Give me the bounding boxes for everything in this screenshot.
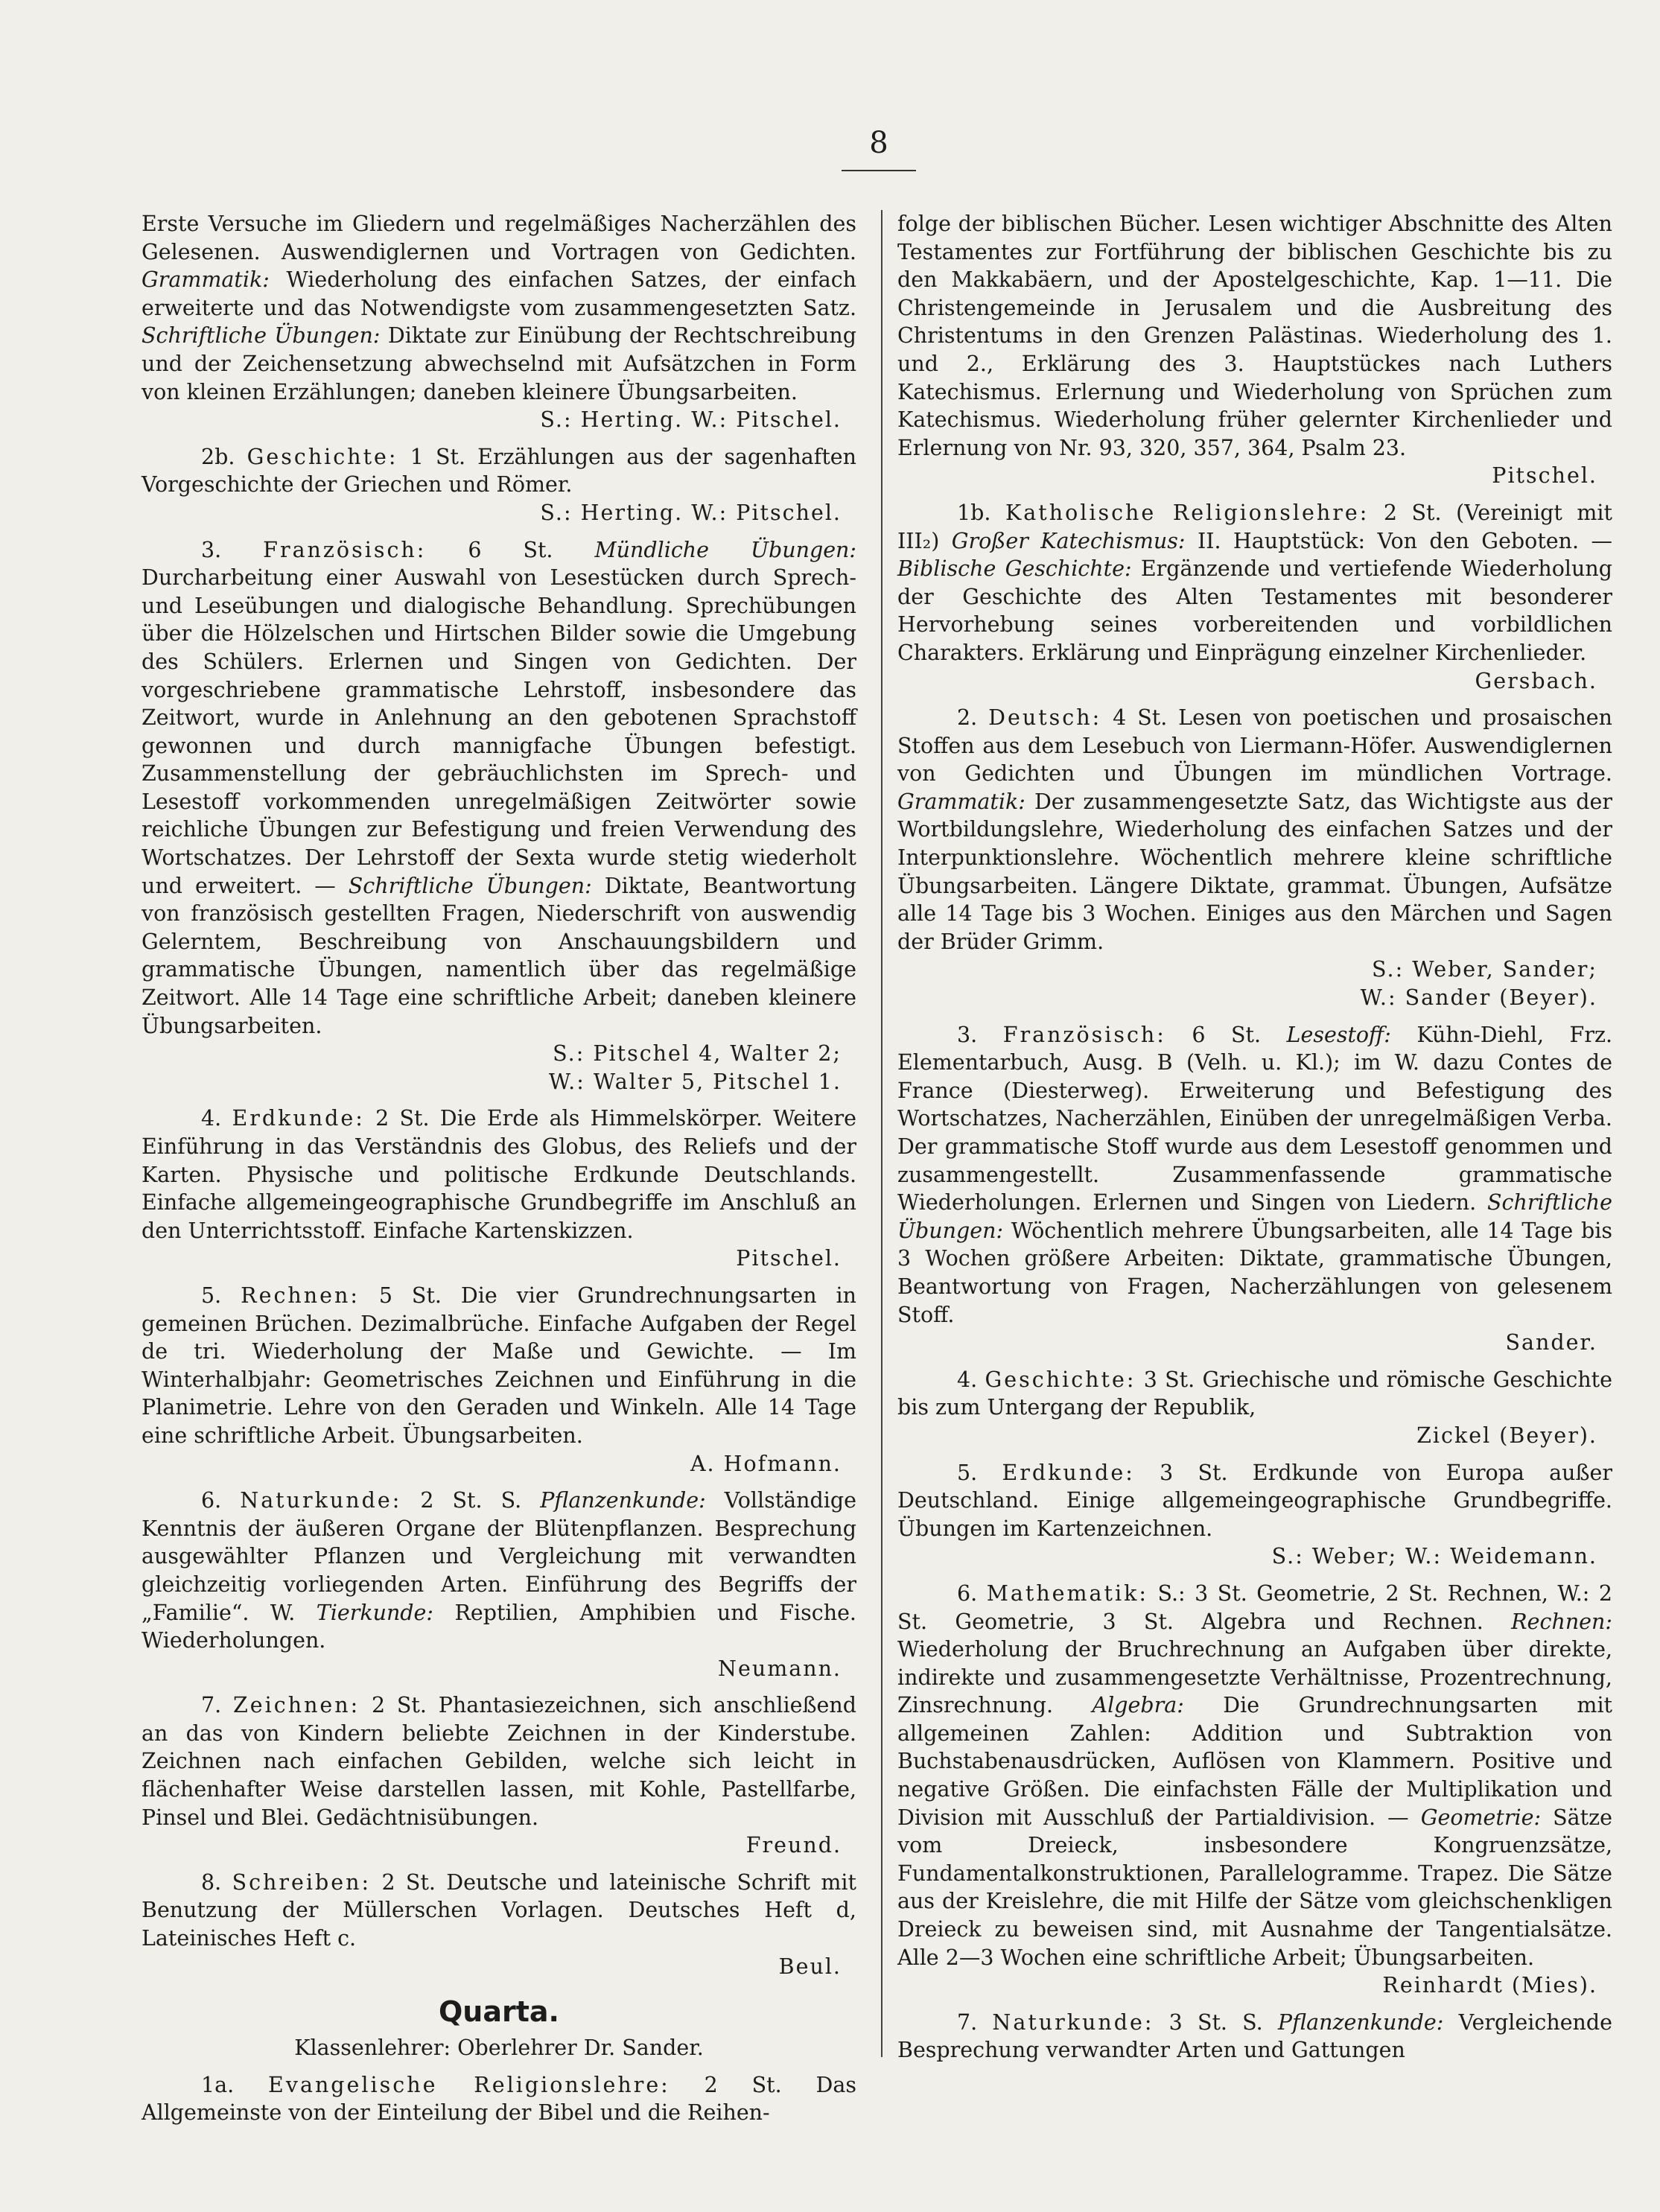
teacher: W.: Sander (Beyer).	[1360, 985, 1597, 1011]
paragraph-writing: 8. Schreiben: 2 St. Deutsche und lateinische Schrift mit Benutzung der Müllerschen Vorlagen. Deutsches Heft d, Lateinisches Heft c. Beul.	[141, 1869, 856, 1980]
teacher: Freund.	[745, 1833, 842, 1858]
paragraph-mathematics: 6. Mathematik: S.: 3 St. Geometrie, 2 St. Rechnen, W.: 2 St. Geometrie, 3 St. Algebra und Rechnen. Rechnen: Wiederholung der Bruchrechnung an Aufgaben über direkte, indirekte und zusammengesetzte Verhältnisse, Prozentrechnung, Zinsrechnung. Algebra: Die Grundrechnungsarten mit allgemeinen Zahlen: Addition und Subtraktion von Buchstabenausdrücken, Auflösen von Klammern. Positive und negative Größen. Die einfachsten Fälle der Multiplikation und Division mit Ausschluß der Partialdivision. — Geometrie: Sätze vom Dreieck, insbesondere Kongruenzsätze, Fundamentalkonstruktionen, Parallelogramme. Trapez. Die Sätze aus der Kreislehre, die mit Hilfe der Sätze vom gleichschenkligen Dreieck zu beweisen sind, mit Ausnahme der Tangentialsätze. Alle 2—3 Wochen eine schriftliche Arbeit; Übungsarbeiten. Reinhardt (Mies).	[897, 1580, 1612, 2000]
teacher: Beul.	[778, 1954, 842, 1979]
left-column	[141, 210, 856, 2136]
paragraph-history: 2b. Geschichte: 1 St. Erzählungen aus der sagenhaften Vorgeschichte der Griechen und Römer. S.: Herting. W.: Pitschel.	[141, 443, 856, 527]
teacher: S.: Herting. W.: Pitschel.	[540, 407, 842, 433]
page-number-rule	[842, 170, 916, 171]
paragraph-catholic-religion: 1b. Katholische Religionslehre: 2 St. (Vereinigt mit III₂) Großer Katechismus: II. Hauptstück: Von den Geboten. — Biblische Geschichte: Ergänzende und vertiefende Wiederholung der Geschichte des Alten Testamentes mit besonderer Hervorhebung seines vorbereitenden und vorbildlichen Charakters. Erklärung und Einprägung einzelner Kirchenlieder. Gersbach.	[897, 499, 1612, 695]
teacher: Pitschel.	[736, 1246, 842, 1271]
right-column	[897, 210, 1612, 2073]
paragraph-protestant-religion-cont: folge der biblischen Bücher. Lesen wichtiger Abschnitte des Alten Testamentes zur Fortführung der biblischen Geschichte bis zu den Makkabäern, und der Apostelgeschichte, Kap. 1—11. Die Christengemeinde in Jerusalem und die Ausbreitung des Christentums in den Grenzen Palästinas. Wiederholung des 1. und 2., Erklärung des 3. Hauptstückes nach Luthers Katechismus. Erlernung und Wiederholung von Sprüchen zum Katechismus. Wiederholung früher gelernter Kirchenlieder und Erlernung von Nr. 93, 320, 357, 364, Psalm 23. Pitschel.	[897, 210, 1612, 490]
column-divider	[881, 210, 883, 2057]
paragraph-drawing: 7. Zeichnen: 2 St. Phantasiezeichnen, sich anschließend an das von Kindern beliebte Zeichnen in der Kinderstube. Zeichnen nach einfachen Gebilden, welche sich leicht in flächenhafter Weise darstellen lassen, mit Kohle, Pastellfarbe, Pinsel und Blei. Gedächtnisübungen. Freund.	[141, 1691, 856, 1860]
teacher: Gersbach.	[1475, 668, 1597, 693]
paragraph-geography: 5. Erdkunde: 3 St. Erdkunde von Europa außer Deutschland. Einige allgemeingeographische Grundbegriffe. Übungen im Kartenzeichnen. S.: Weber; W.: Weidemann.	[897, 1459, 1612, 1571]
paragraph-geography: 4. Erdkunde: 2 St. Die Erde als Himmelskörper. Weitere Einführung in das Verständnis des Globus, des Reliefs und der Karten. Physische und politische Erdkunde Deutschlands. Einfache allgemeingeographische Grundbegriffe im Anschluß an den Unterrichtsstoff. Einfache Kartenskizzen. Pitschel.	[141, 1105, 856, 1273]
teacher: Neumann.	[718, 1656, 842, 1681]
teacher: Zickel (Beyer).	[1416, 1423, 1597, 1448]
teacher: A. Hofmann.	[690, 1451, 842, 1476]
paragraph-arithmetic: 5. Rechnen: 5 St. Die vier Grundrechnungsarten in gemeinen Brüchen. Dezimalbrüche. Einfache Aufgaben der Regel de tri. Wiederholung der Maße und Gewichte. — Im Winterhalbjahr: Geometrisches Zeichnen und Einführung in die Planimetrie. Lehre von den Geraden und Winkeln. Alle 14 Tage eine schriftliche Arbeit. Übungsarbeiten. A. Hofmann.	[141, 1282, 856, 1478]
teacher: Pitschel.	[1492, 463, 1597, 489]
teacher: Reinhardt (Mies).	[1382, 1973, 1597, 1998]
page-number: 8	[869, 126, 888, 160]
teacher: S.: Weber, Sander;	[1372, 957, 1597, 982]
class-teacher-line: Klassenlehrer: Oberlehrer Dr. Sander.	[294, 2035, 704, 2061]
teacher: W.: Walter 5, Pitschel 1.	[548, 1069, 842, 1094]
paragraph-sexta-german-cont: Erste Versuche im Gliedern und regelmäßiges Nacherzählen des Gelesenen. Auswendiglernen und Vortragen von Gedichten. Grammatik: Wiederholung des einfachen Satzes, der einfach erweiterte und das Notwendigste vom zusammengesetzten Satz. Schriftliche Übungen: Diktate zur Einübung der Rechtschreibung und der Zeichensetzung abwechselnd mit Aufsätzchen in Form von kleinen Erzählungen; daneben kleinere Übungsarbeiten. S.: Herting. W.: Pitschel.	[141, 210, 856, 434]
teacher: S.: Herting. W.: Pitschel.	[540, 500, 842, 525]
paragraph-french: 3. Französisch: 6 St. Mündliche Übungen: Durcharbeitung einer Auswahl von Lesestücken durch Sprech- und Leseübungen und dialogische Behandlung. Sprechübungen über die Hölzelschen und Hirtschen Bilder sowie die Umgebung des Schülers. Erlernen und Singen von Gedichten. Der vorgeschriebene grammatische Lehrstoff, insbesondere das Zeitwort, wurde in Anlehnung an den gebotenen Sprachstoff gewonnen und durch mannigfache Übungen befestigt. Zusammenstellung der gebräuchlichsten im Sprech- und Lesestoff vorkommenden unregelmäßigen Zeitwörter sowie reichliche Übungen zur Befestigung und freien Verwendung des Wortschatzes. Der Lehrstoff der Sexta wurde stetig wiederholt und erweitert. — Schriftliche Übungen: Diktate, Beantwortung von französisch gestellten Fragen, Niederschrift von auswendig Gelerntem, Beschreibung von Anschauungsbildern und grammatische Übungen, namentlich über das regelmäßige Zeitwort. Alle 14 Tage eine schriftliche Arbeit; daneben kleinere Übungsarbeiten. S.: Pitschel 4, Walter 2; W.: Walter 5, Pitschel 1.	[141, 536, 856, 1096]
section-heading-quarta: Quarta.	[439, 1995, 559, 2029]
paragraph-french: 3. Französisch: 6 St. Lesestoff: Kühn-Diehl, Frz. Elementarbuch, Ausg. B (Velh. u. Kl.); im W. dazu Contes de France (Diesterweg). Erweiterung und Befestigung des Wortschatzes, Nacherzählen, Einüben der unregelmäßigen Verba. Der grammatische Stoff wurde aus dem Lesestoff genommen und zusammengestellt. Zusammenfassende grammatische Wiederholungen. Erlernen und Singen von Liedern. Schriftliche Übungen: Wöchentlich mehrere Übungsarbeiten, alle 14 Tage bis 3 Wochen größere Arbeiten: Diktate, grammatische Übungen, Beantwortung von Fragen, Nacherzählungen von gelesenem Stoff. Sander.	[897, 1021, 1612, 1357]
teacher: S.: Weber; W.: Weidemann.	[1271, 1544, 1597, 1569]
teacher: Sander.	[1505, 1330, 1597, 1356]
paragraph-history: 4. Geschichte: 3 St. Griechische und römische Geschichte bis zum Untergang der Republik, Zickel (Beyer).	[897, 1366, 1612, 1450]
paragraph-german: 2. Deutsch: 4 St. Lesen von poetischen und prosaischen Stoffen aus dem Lesebuch von Liermann-Höfer. Auswendiglernen von Gedichten und Übungen im mündlichen Vortrage. Grammatik: Der zusammengesetzte Satz, das Wichtigste aus der Wortbildungslehre, Wiederholung des einfachen Satzes und der Interpunktionslehre. Wöchentlich mehrere kleine schriftliche Übungsarbeiten. Längere Diktate, grammat. Übungen, Aufsätze alle 14 Tage bis 3 Wochen. Einiges aus den Märchen und Sagen der Brüder Grimm. S.: Weber, Sander; W.: Sander (Beyer).	[897, 704, 1612, 1012]
paragraph-natural-science: 7. Naturkunde: 3 St. S. Pflanzenkunde: Vergleichende Besprechung verwandter Arten und Gattungen	[897, 2009, 1613, 2063]
paragraph-natural-science: 6. Naturkunde: 2 St. S. Pflanzenkunde: Vollständige Kenntnis der äußeren Organe der Blütenpflanzen. Besprechung ausgewählter Pflanzen und Vergleichung mit verwandten gleichzeitig vorliegenden Arten. Einführung des Begriffs der „Familie“. W. Tierkunde: Reptilien, Amphibien und Fische. Wiederholungen. Neumann.	[141, 1487, 856, 1682]
paragraph-protestant-religion: 1a. Evangelische Religionslehre: 2 St. Das Allgemeinste von der Einteilung der Bibel und die Reihen-	[141, 2072, 856, 2126]
teacher: S.: Pitschel 4, Walter 2;	[553, 1041, 842, 1067]
